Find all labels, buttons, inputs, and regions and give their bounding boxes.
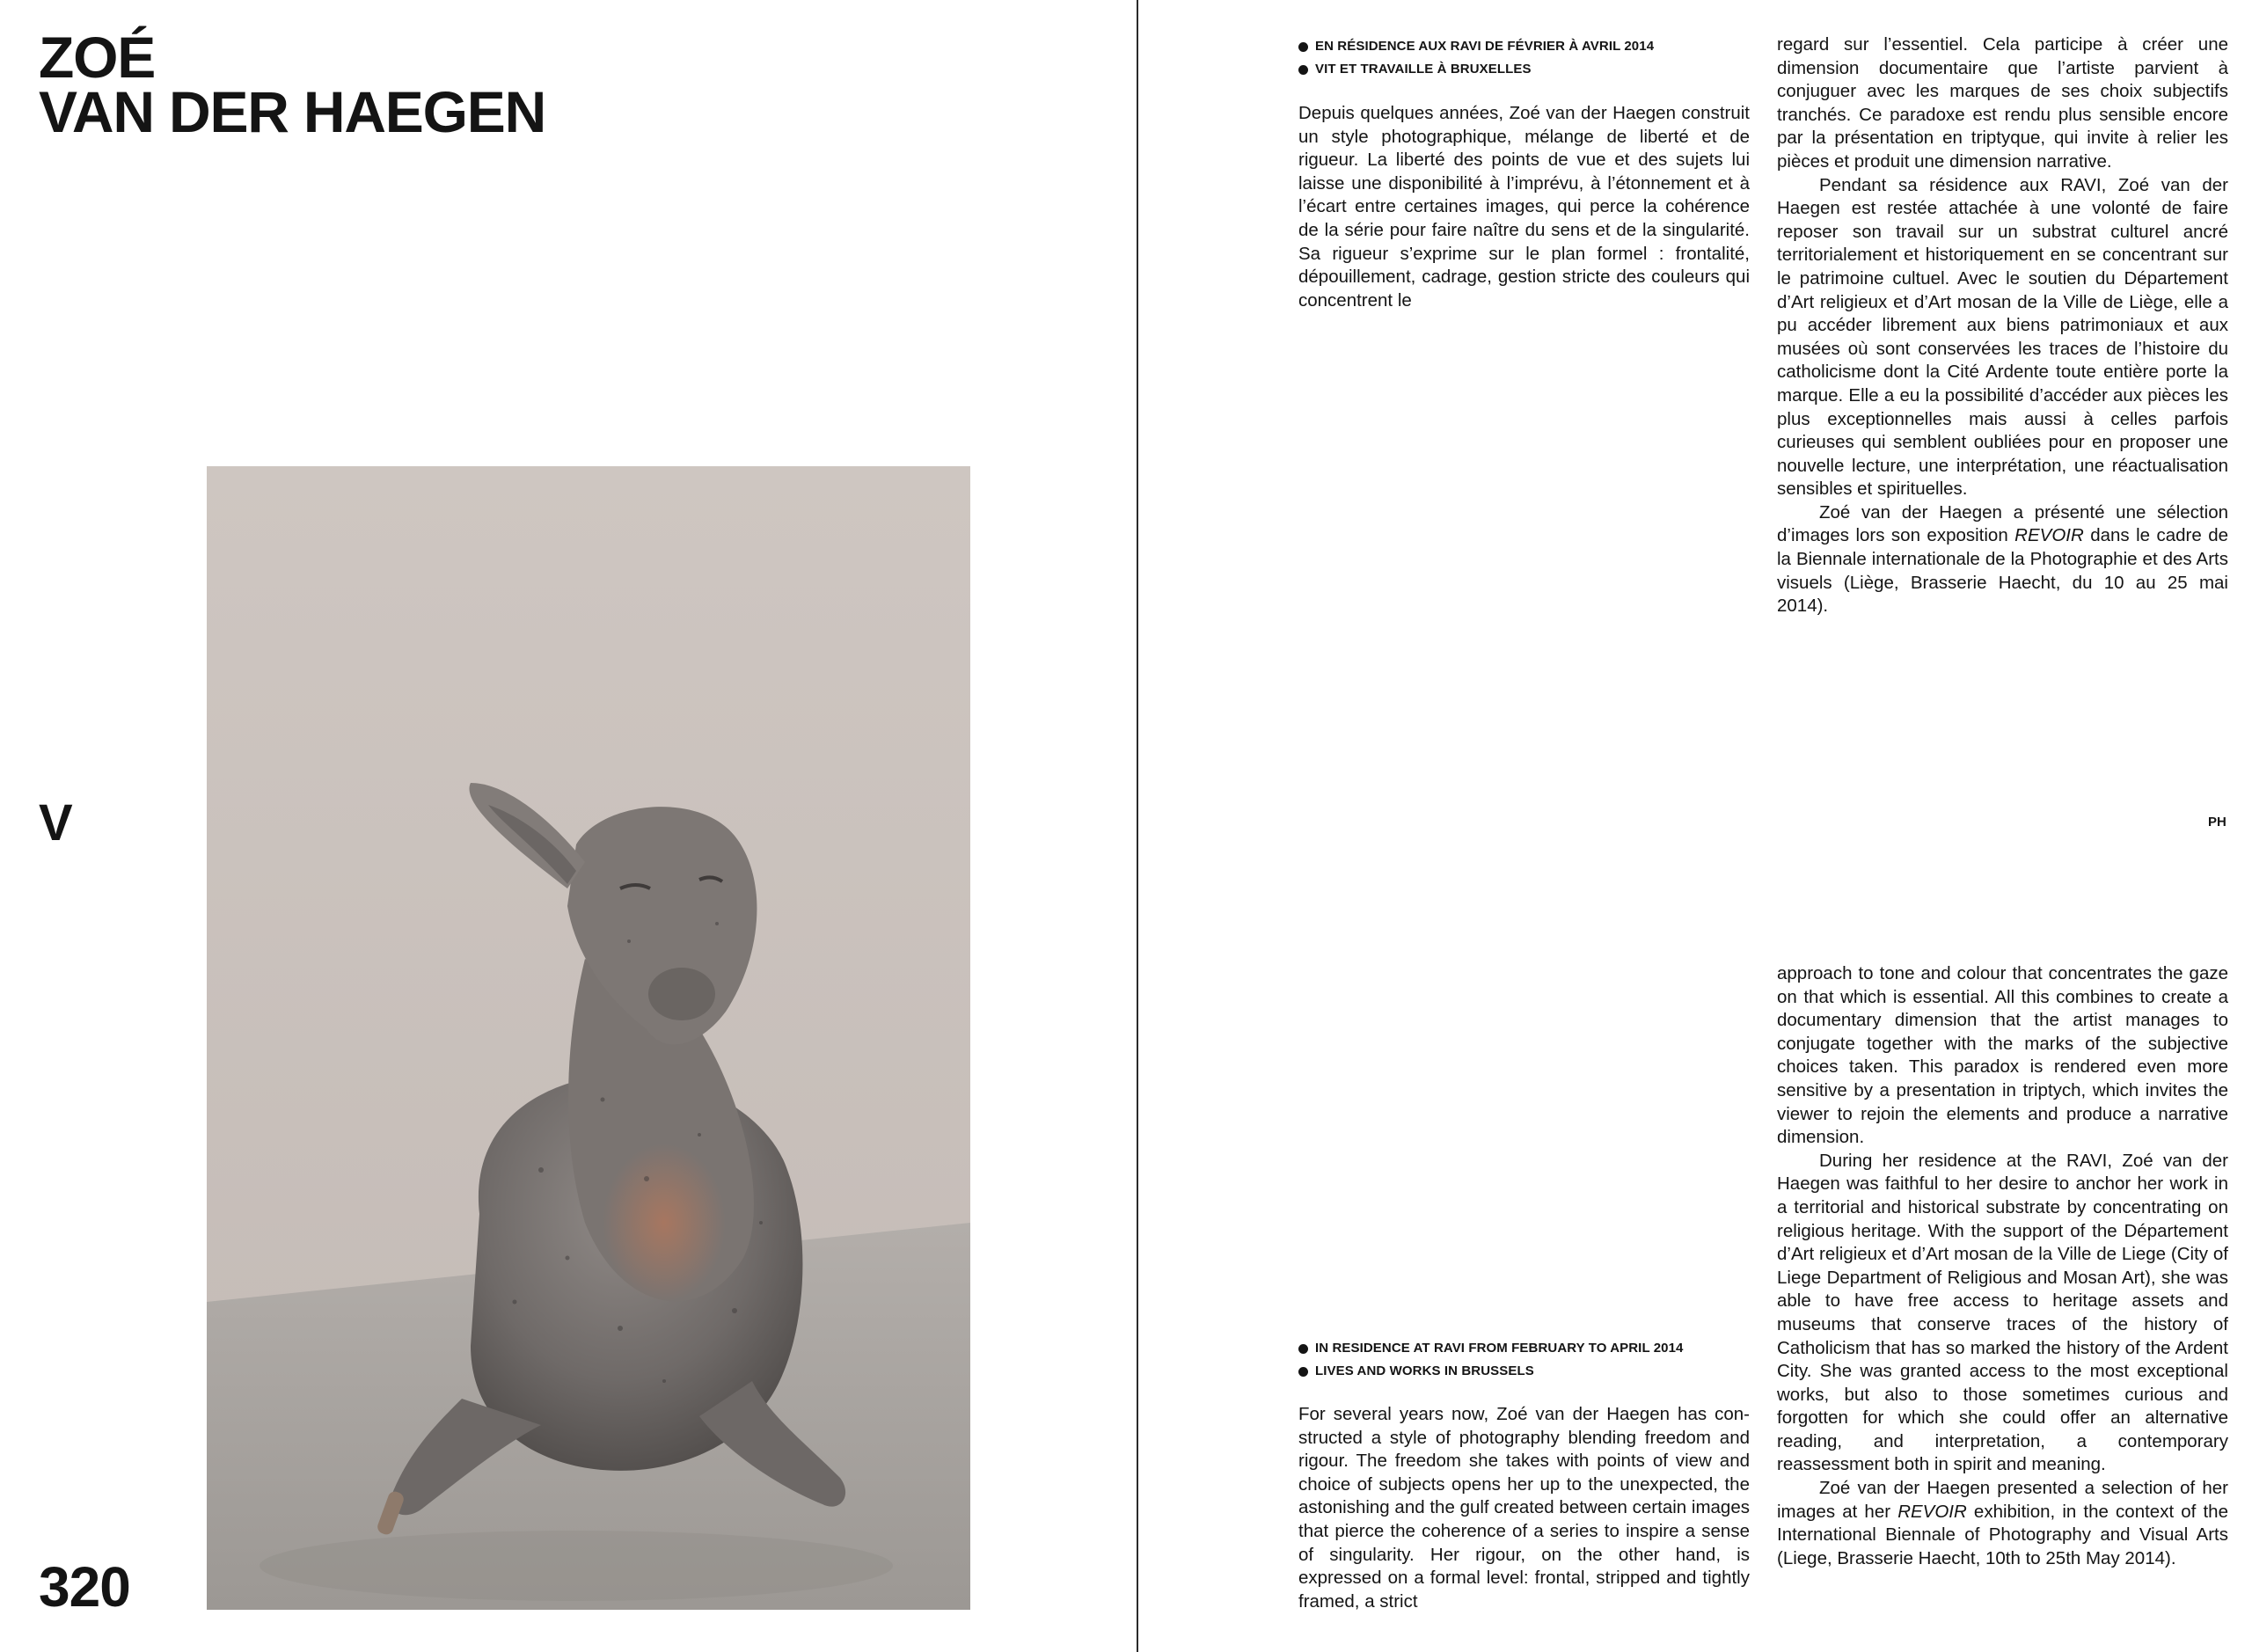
paragraph-text: exhibition, in the context of the International Biennale of Photography and Visual Arts (Liege, Brasserie Haecht, 10th to 25th May 2014). [1777,1501,2228,1568]
paragraph [1777,501,2228,618]
meta-text: LIVES AND WORKS IN BRUSSELS [1315,1363,1534,1378]
author-initials: PH [2208,815,2226,830]
paragraph: Pendant sa résidence aux RAVI, Zoé van der Haegen est restée attachée à une volonté de faire reposer son travail sur un substrat culturel ancré territorialement et historiquement en se concentrant sur le patrimoine cultuel. Avec le soutien du Département d’Art religieux et d’Art mosan de la Ville de Liège, elle a pu accéder librement aux biens patrimoniaux et aux musées où sont conservées les traces de l’histoire du catholicisme dont la Cité Ardente toute entière porte la marque. Elle a eu la possibilité d’accéder aux pièces les plus exceptionnelles mais aussi à celles parfois curieuses qui semblent oubliées pour en proposer une nouvelle lecture, une interprétation, une réactualisation sensibles et spirituelles. [1777,174,2228,500]
paragraph: For several years now, Zoé van der Haegen has constructed a style of photography blending freedom and rigour. The freedom she takes with points of view and choice of subjects opens her up to the unexpected, the astonishing and the gulf created between certain images that pierce the coherence of a series to inspire a sense of singularity. Her rigour, on the other hand, is expressed on a formal level: frontal, stripped and tightly framed, a strict [1298,1404,1750,1612]
meta-list-en [1298,1337,1683,1383]
meta-item-residence-fr [1298,35,1654,58]
page-spread-divider [1137,0,1138,1652]
meta-text: VIT ET TRAVAILLE À BRUXELLES [1315,62,1532,77]
paragraph-text: Zoé van der Haegen a présenté une sélection d’images lors son exposition [1777,501,2228,546]
artist-first-name: ZOÉ [39,25,156,90]
french-text-column-1 [1298,102,1750,312]
meta-item-location-fr [1298,58,1654,81]
meta-text: EN RÉSIDENCE AUX RAVI DE FÉVRIER À AVRIL 2014 [1315,39,1655,54]
meta-text: IN RESIDENCE AT RAVI FROM FEBRUARY TO APRIL 2014 [1315,1341,1684,1356]
paragraph-text: dans le cadre de la Biennale internationale de la Photographie et des Arts visuels (Liège, Brasserie Haecht, du 10 au 25 mai 2014). [1777,525,2228,617]
exhibition-title: REVOIR [1897,1501,1967,1522]
paragraph: Depuis quelques années, Zoé van der Haegen construit un style photographique, mélange de liberté et de rigueur. La liberté des points de vue et des sujets lui laisse une disponibilité à l’imprévu, à l’étonnement et à l’écart entre certaines images, qui perce la cohérence de la série pour faire naître du sens et de la singularité. Sa rigueur s’exprime sur le plan formel : frontalité, dépouillement, cadrage, gestion stricte des couleurs qui concentrent le [1298,103,1750,311]
french-text-column-2 [1777,33,2228,618]
bullet-icon [1298,1367,1308,1377]
lamb-sculpture-image [207,466,970,1610]
bullet-icon [1298,65,1308,75]
artist-last-name: VAN DER HAEGEN [39,79,546,144]
page-number: 320 [39,1555,130,1619]
paragraph: During her residence at the RAVI, Zoé van der Haegen was faithful to her desire to anchor her work in a territorial and historical substrate by concentrating on religious heritage. With the support of the Département d’Art religieux et d’Art mosan de la Ville de Liege (City of Liege Department of Religious and Mosan Art), she was able to have free access to heritage assets and museums that conserve traces of the history of Catholicism that has so marked the history of the Ardent City. She was granted access to the most exceptional works, but also to those sometimes curious and forgotten for which she could offer an alternative reading, and interpretation, a contemporary reassessment both in spirit and meaning. [1777,1150,2228,1475]
bullet-icon [1298,42,1308,52]
section-letter: V [39,794,73,852]
english-text-column-2 [1777,962,2228,1570]
paragraph: approach to tone and colour that concentrates the gaze on that which is essential. All this combines to create a documentary dimension that the artist manages to conjugate together with the marks of the subjective choices taken. This paradox is rendered even more sensitive by a presentation in triptych, which invites the viewer to rejoin the elements and produce a narrative dimension. [1777,963,2228,1148]
english-text-column-1 [1298,1403,1750,1613]
exhibition-title: REVOIR [2014,525,2084,546]
artist-name-title [39,25,546,144]
paragraph [1777,1477,2228,1570]
meta-list-fr [1298,35,1654,81]
lamb-sculpture-photo [207,466,970,1610]
bullet-icon [1298,1344,1308,1354]
paragraph: regard sur l’essentiel. Cela participe à créer une dimension documentaire que l’artiste parvient à conjuguer avec les marques de ses choix subjectifs tranchés. Ce paradoxe est rendu plus sensible encore par la présentation en triptyque, qui invite à relier les pièces et produit une dimension narrative. [1777,34,2228,172]
meta-item-location-en [1298,1360,1683,1383]
paragraph-text: Zoé van der Haegen presented a selection of her images at her [1777,1478,2228,1522]
meta-item-residence-en [1298,1337,1683,1360]
